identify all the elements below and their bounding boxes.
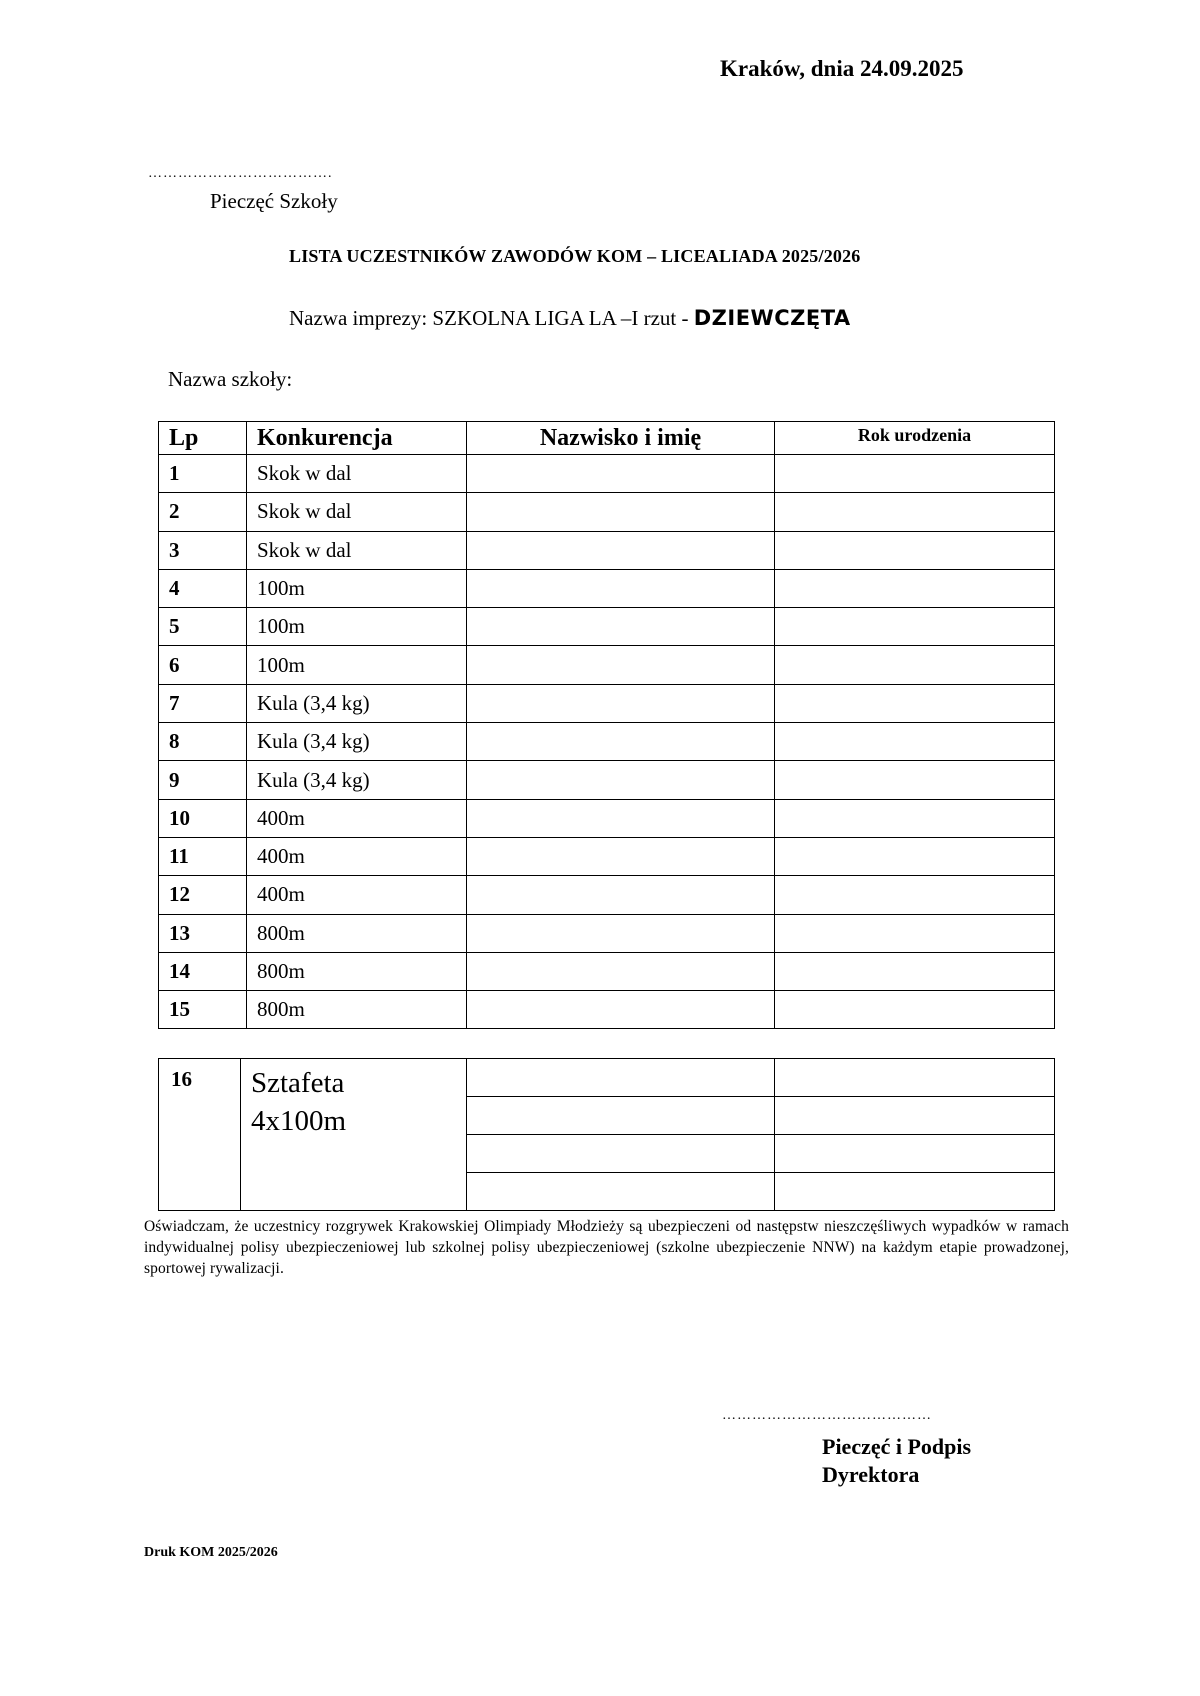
row-name-cell[interactable] (467, 761, 775, 799)
event-category: DZIEWCZĘTA (693, 306, 851, 330)
stamp-dotted-line: ………………………………. (148, 166, 333, 181)
row-name-cell[interactable] (467, 684, 775, 722)
row-lp: 4 (159, 569, 247, 607)
row-event: 400m (247, 876, 467, 914)
row-name-cell[interactable] (467, 914, 775, 952)
row-event: 100m (247, 646, 467, 684)
row-lp: 14 (159, 952, 247, 990)
table-row (159, 991, 1055, 1029)
table-row (159, 455, 1055, 493)
row-event: 800m (247, 952, 467, 990)
school-name-label: Nazwa szkoły: (168, 367, 293, 391)
row-name-cell[interactable] (467, 608, 775, 646)
row-lp: 6 (159, 646, 247, 684)
row-birth-cell[interactable] (775, 837, 1055, 875)
row-event: 400m (247, 799, 467, 837)
row-birth-cell[interactable] (775, 455, 1055, 493)
relay-birth-cell[interactable] (775, 1173, 1055, 1211)
row-lp: 3 (159, 531, 247, 569)
row-birth-cell[interactable] (775, 799, 1055, 837)
row-birth-cell[interactable] (775, 876, 1055, 914)
table-header-row (159, 422, 1055, 455)
row-name-cell[interactable] (467, 991, 775, 1029)
row-lp: 1 (159, 455, 247, 493)
row-name-cell[interactable] (467, 952, 775, 990)
row-event: Skok w dal (247, 531, 467, 569)
table-row (159, 684, 1055, 722)
relay-name-cell[interactable] (467, 1059, 775, 1097)
row-event: 100m (247, 569, 467, 607)
signature-dotted-line: …………………………………… (722, 1408, 932, 1423)
relay-lp: 16 (159, 1059, 241, 1211)
row-birth-cell[interactable] (775, 569, 1055, 607)
row-lp: 7 (159, 684, 247, 722)
table-row (159, 723, 1055, 761)
row-birth-cell[interactable] (775, 493, 1055, 531)
row-event: 100m (247, 608, 467, 646)
relay-row (159, 1059, 1055, 1097)
table-row (159, 569, 1055, 607)
row-lp: 2 (159, 493, 247, 531)
row-name-cell[interactable] (467, 799, 775, 837)
event-name-label: Nazwa imprezy: SZKOLNA LIGA LA –I rzut - (289, 306, 689, 330)
row-event: Skok w dal (247, 455, 467, 493)
table-row (159, 493, 1055, 531)
row-birth-cell[interactable] (775, 914, 1055, 952)
form-code: Druk KOM 2025/2026 (144, 1545, 278, 1560)
relay-event-line1: Sztafeta (251, 1067, 345, 1099)
row-birth-cell[interactable] (775, 608, 1055, 646)
header-lp: Lp (159, 422, 247, 455)
table-row (159, 608, 1055, 646)
row-birth-cell[interactable] (775, 761, 1055, 799)
table-row (159, 952, 1055, 990)
relay-event (241, 1059, 467, 1211)
relay-birth-cell[interactable] (775, 1059, 1055, 1097)
row-name-cell[interactable] (467, 723, 775, 761)
signature-label-line2: Dyrektora (822, 1462, 920, 1487)
row-birth-cell[interactable] (775, 952, 1055, 990)
row-name-cell[interactable] (467, 646, 775, 684)
row-lp: 11 (159, 837, 247, 875)
row-lp: 10 (159, 799, 247, 837)
row-event: 800m (247, 914, 467, 952)
insurance-declaration: Oświadczam, że uczestnicy rozgrywek Krakowskiej Olimpiady Młodzieży są ubezpieczeni od następstw nieszczęśliwych wypadków w ramach indywidualnej polisy ubezpieczeniowej lub szkolnej polisy ubezpieczeniowej (szkolne ubezpieczenie NNW) na każdym etapie prowadzonej, sportowej rywalizacji. (144, 1218, 1069, 1277)
event-name-line (289, 306, 851, 331)
table-row (159, 799, 1055, 837)
row-birth-cell[interactable] (775, 684, 1055, 722)
relay-name-cell[interactable] (467, 1173, 775, 1211)
row-lp: 9 (159, 761, 247, 799)
document-title: LISTA UCZESTNIKÓW ZAWODÓW KOM – LICEALIADA 2025/2026 (289, 246, 861, 266)
row-birth-cell[interactable] (775, 646, 1055, 684)
relay-name-cell[interactable] (467, 1097, 775, 1135)
table-row (159, 837, 1055, 875)
row-birth-cell[interactable] (775, 723, 1055, 761)
row-lp: 15 (159, 991, 247, 1029)
row-name-cell[interactable] (467, 837, 775, 875)
row-name-cell[interactable] (467, 493, 775, 531)
row-event: Kula (3,4 kg) (247, 761, 467, 799)
row-name-cell[interactable] (467, 876, 775, 914)
table-row (159, 531, 1055, 569)
relay-event-line2: 4x100m (251, 1105, 347, 1137)
row-event: Skok w dal (247, 493, 467, 531)
director-signature-label (822, 1433, 1042, 1489)
row-name-cell[interactable] (467, 455, 775, 493)
row-event: 800m (247, 991, 467, 1029)
header-name: Nazwisko i imię (467, 422, 775, 455)
row-name-cell[interactable] (467, 569, 775, 607)
place-date: Kraków, dnia 24.09.2025 (720, 56, 964, 81)
row-lp: 8 (159, 723, 247, 761)
row-event: 400m (247, 837, 467, 875)
table-row (159, 761, 1055, 799)
table-row (159, 876, 1055, 914)
row-event: Kula (3,4 kg) (247, 723, 467, 761)
school-stamp-label: Pieczęć Szkoły (210, 189, 338, 213)
table-row (159, 646, 1055, 684)
relay-birth-cell[interactable] (775, 1135, 1055, 1173)
row-lp: 5 (159, 608, 247, 646)
table-row (159, 914, 1055, 952)
relay-birth-cell[interactable] (775, 1097, 1055, 1135)
signature-label-line1: Pieczęć i Podpis (822, 1434, 972, 1459)
row-birth-cell[interactable] (775, 991, 1055, 1029)
row-lp: 12 (159, 876, 247, 914)
row-lp: 13 (159, 914, 247, 952)
header-birth-year: Rok urodzenia (775, 422, 1055, 455)
row-name-cell[interactable] (467, 531, 775, 569)
row-birth-cell[interactable] (775, 531, 1055, 569)
row-event: Kula (3,4 kg) (247, 684, 467, 722)
relay-name-cell[interactable] (467, 1135, 775, 1173)
relay-table (158, 1058, 1055, 1211)
participants-table (158, 421, 1055, 1029)
header-event: Konkurencja (247, 422, 467, 455)
